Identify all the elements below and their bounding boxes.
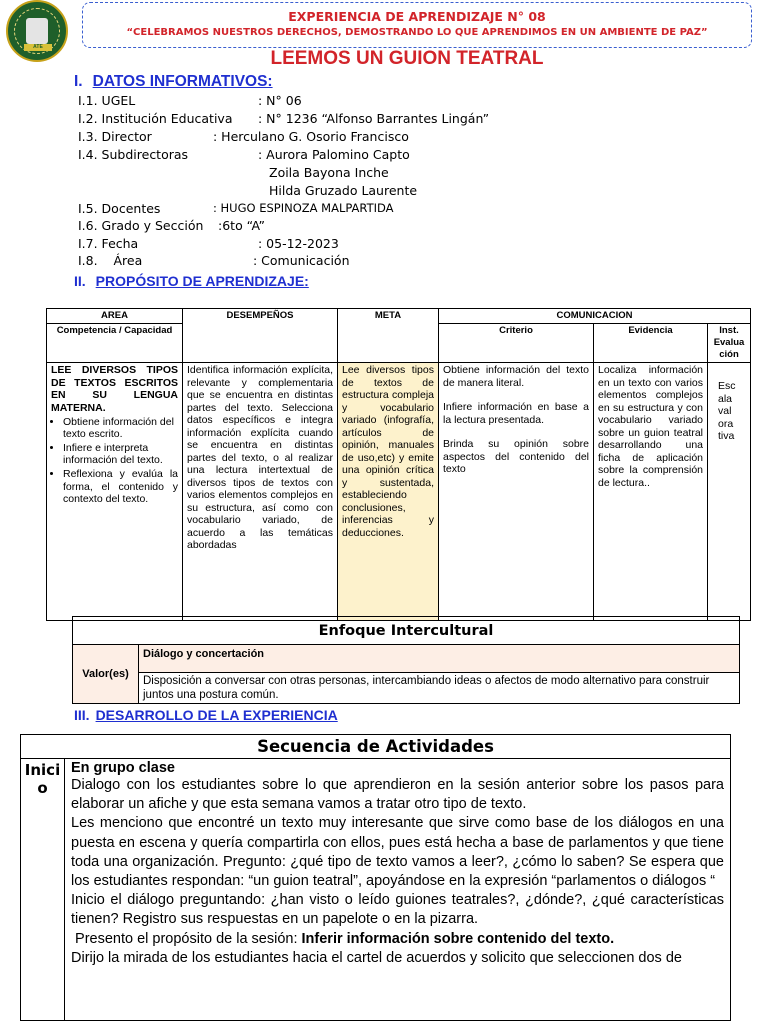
info-value: Zoila Bayona Inche	[269, 165, 389, 180]
evidencia-cell	[594, 363, 708, 621]
info-value: : N° 1236 “Alfonso Barrantes Lingán”	[258, 111, 490, 126]
info-row: I.7. Fecha	[78, 236, 139, 251]
approach-title: Enfoque Intercultural	[73, 617, 740, 645]
info-value: Hilda Gruzado Laurente	[269, 183, 418, 198]
header-competencia: Competencia / Capacidad	[47, 324, 183, 363]
header-instrumento: Inst. Evalua ción	[708, 324, 751, 363]
valor-label: Valor(es)	[73, 645, 139, 704]
info-value: : N° 06	[258, 93, 302, 108]
experience-motto: “CELEBRAMOS NUESTROS DERECHOS, DEMOSTRANDO LO QUE APRENDIMOS EN UN AMBIENTE DE PAZ”	[126, 27, 708, 38]
phase-label: Inicio	[21, 759, 65, 1021]
section-3-number: III.	[74, 707, 90, 723]
info-row: I.5. Docentes	[78, 201, 161, 216]
desempenos-text: Identifica información explícita, relevante y complementaria que se encuentra en distintas partes del texto. Selecciona datos específicos e integra información explícita cuando se encuentra en distintas partes del texto, o al realizar una lectura intertextual de diversos tipos de textos con varios elementos complejos en su estructura, así como con vocabulario variado, de acuerdo a las temáticas abordadas	[187, 364, 333, 551]
section-2-number: II.	[74, 273, 86, 289]
valor-description: Disposición a conversar con otras personas, intercambiando ideas o afectos de modo alternativo para construir juntos una postura común.	[139, 673, 740, 704]
criterio-item: Brinda su opinión sobre aspectos del contenido del texto	[443, 438, 589, 475]
experience-title: EXPERIENCIA DE APRENDIZAJE N° 08	[288, 9, 546, 24]
sequence-content	[65, 759, 731, 1021]
sequence-paragraph: Les menciono que encontré un texto muy interesante que sirve como base de los diálogos en una puesta en escena y quería compartirla con ellos, pues está hecha a base de parlamentos y que tiene toda una organización. Pregunto: ¿qué tipo de texto vamos a leer?, ¿cómo lo saben? Se espera que los estudiantes respondan: “un guion teatral”, apoyándose en la expresión “parlamentos o diálogos “	[71, 815, 724, 890]
list-item: • Reflexiona y evalúa la forma, el contenido y contexto del texto.	[63, 468, 178, 506]
header-meta: META	[338, 309, 439, 363]
sequence-purpose	[71, 930, 724, 949]
info-value: : 05-12-2023	[258, 236, 339, 251]
instrumento-cell	[708, 363, 751, 621]
sequence-subtitle: En grupo clase	[71, 760, 175, 776]
sequence-paragraph: Dialogo con los estudiantes sobre lo que aprendieron en la sesión anterior sobre los pasos para elaborar un afiche y que esta semana vamos a tratar otro tipo de texto.	[71, 777, 724, 813]
competencia-cell	[47, 363, 183, 621]
list-item: • Obtiene información del texto escrito.	[63, 416, 178, 440]
info-value: : Herculano G. Osorio Francisco	[213, 129, 409, 144]
competencia-title: LEE DIVERSOS TIPOS DE TEXTOS ESCRITOS EN SU LENGUA MATERNA.	[51, 364, 178, 414]
approach-table	[72, 616, 740, 704]
header-desempenos: DESEMPEÑOS	[183, 309, 338, 363]
header-comunicacion: COMUNICACION	[439, 309, 751, 324]
capacidades-list	[51, 416, 178, 506]
info-row: I.8. Área	[78, 253, 143, 268]
section-3-heading	[74, 707, 338, 723]
purpose-statement: Inferir información sobre contenido del texto.	[301, 930, 615, 947]
info-row: I.6. Grado y Sección	[78, 218, 204, 233]
info-value: : Aurora Palomino Capto	[258, 147, 410, 162]
info-value: : Comunicación	[253, 253, 350, 268]
info-value: : HUGO ESPINOZA MALPARTIDA	[213, 201, 394, 215]
criterio-item: Obtiene información del texto de manera literal.	[443, 364, 589, 389]
criterio-item: Infiere información en base a la lectura presentada.	[443, 401, 589, 426]
valor-name: Diálogo y concertación	[139, 645, 740, 673]
sequence-paragraph: Dirijo la mirada de los estudiantes hacia el cartel de acuerdos y solicito que seleccionen dos de	[71, 949, 682, 966]
meta-cell	[338, 363, 439, 621]
instrumento-text: Esc ala val ora tiva	[718, 380, 736, 442]
section-1-title: DATOS INFORMATIVOS:	[92, 73, 273, 90]
list-item: • Infiere e interpreta información del texto.	[63, 442, 178, 466]
header-criterio: Criterio	[439, 324, 594, 363]
info-row: I.3. Director	[78, 129, 152, 144]
section-2-title: PROPÓSITO DE APRENDIZAJE:	[95, 273, 309, 289]
info-row: I.4. Subdirectoras	[78, 147, 189, 162]
sequence-table	[20, 734, 731, 1021]
info-row: I.2. Institución Educativa	[78, 111, 233, 126]
meta-text: Lee diversos tipos de textos de estructura compleja y vocabulario variado (infografía, artículos de opinión, manuales de uso,etc) y emite una opinión crítica y sustentada, estableciendo conclusiones, inferencias y deducciones.	[342, 364, 434, 539]
section-1-number: I.	[74, 73, 83, 90]
section-3-title: DESARROLLO DE LA EXPERIENCIA	[95, 707, 338, 723]
sequence-paragraph: Inicio el diálogo preguntando: ¿han visto o leído guiones teatrales?, ¿dónde?, ¿qué características tienen? Registro sus respuestas en un papelote o en la pizarra.	[71, 892, 724, 928]
purpose-table	[46, 308, 751, 621]
header-area: AREA	[47, 309, 183, 324]
desempenos-cell	[183, 363, 338, 621]
section-1-heading	[74, 73, 273, 91]
info-row: I.1. UGEL	[78, 93, 136, 108]
purpose-prefix: Presento el propósito de la sesión:	[71, 930, 302, 947]
criterio-cell	[439, 363, 594, 621]
sequence-title: Secuencia de Actividades	[21, 735, 731, 759]
page-title: LEEMOS UN GUION TEATRAL	[270, 48, 544, 69]
seal-emblem	[26, 18, 48, 44]
evidencia-text: Localiza información en un texto con varios elementos complejos en su estructura y con vocabulario variado sobre un guion teatral desarrollando una ficha de aplicación sobre la comprensión de lectura..	[598, 364, 703, 489]
seal-band: ATE	[24, 44, 52, 51]
section-2-heading	[74, 273, 309, 289]
header-evidencia: Evidencia	[594, 324, 708, 363]
info-value: :6to “A”	[218, 218, 266, 233]
